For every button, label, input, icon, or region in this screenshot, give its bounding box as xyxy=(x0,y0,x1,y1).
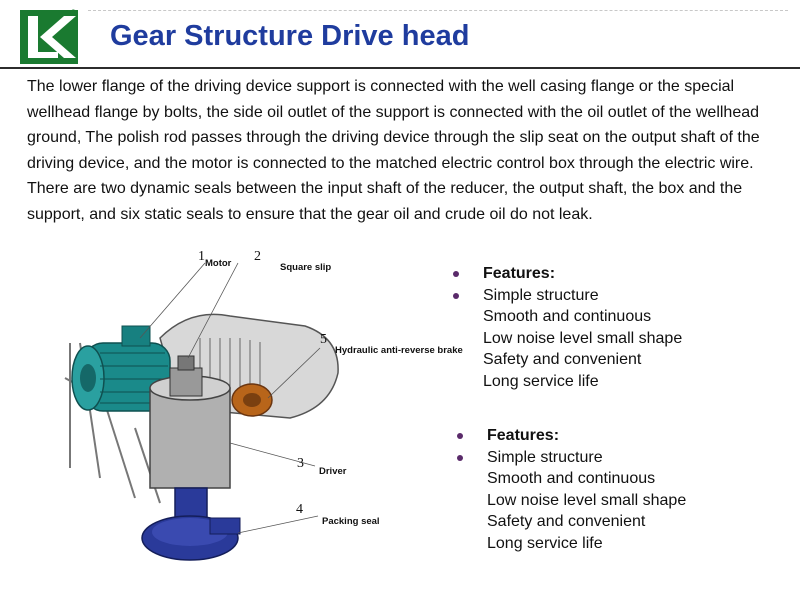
header-divider xyxy=(0,67,800,69)
feature-item: Long service life xyxy=(487,534,603,552)
callout-driver: Driver xyxy=(319,466,347,477)
feature-item: Simple structure xyxy=(457,447,686,469)
callout-number-5: 5 xyxy=(320,332,327,347)
feature-item: Simple structure xyxy=(453,285,682,307)
bullet-icon xyxy=(453,293,459,299)
feature-item: Low noise level small shape xyxy=(483,329,683,347)
features-heading: Features: xyxy=(457,425,686,447)
bullet-icon xyxy=(457,433,463,439)
callout-number-3: 3 xyxy=(297,456,304,471)
bullet-icon xyxy=(457,455,463,461)
callout-motor: Motor xyxy=(205,258,232,269)
drive-head-diagram xyxy=(40,248,460,598)
callout-number-1: 1 xyxy=(198,249,205,264)
packing-seal-base xyxy=(142,488,240,560)
features-list-2 xyxy=(457,425,686,554)
callout-hydraulic-brake: Hydraulic anti-reverse brake xyxy=(335,345,463,356)
page-title: Gear Structure Drive head xyxy=(110,20,470,52)
company-logo xyxy=(20,10,78,64)
feature-item: Smooth and continuous xyxy=(487,470,656,487)
feature-item: Long service life xyxy=(483,372,599,390)
feature-item: Safety and convenient xyxy=(487,513,646,530)
feature-item: Smooth and continuous xyxy=(483,308,652,325)
callout-number-2: 2 xyxy=(254,249,261,264)
callout-packing-seal: Packing seal xyxy=(322,516,380,527)
registered-mark: ® xyxy=(70,8,77,18)
features-list-1 xyxy=(453,263,682,392)
feature-item: Low noise level small shape xyxy=(487,491,687,509)
callout-square-slip: Square slip xyxy=(280,262,332,273)
bullet-icon xyxy=(453,271,459,277)
features-heading: Features: xyxy=(453,263,682,285)
feature-item: Safety and convenient xyxy=(483,351,642,368)
callout-number-4: 4 xyxy=(296,502,303,517)
description-paragraph: The lower flange of the driving device support is connected with the well casing flange or the special wellhead flange by bolts, the side oil outlet of the support is connected with the oil outlet of the wellhead ground, The polish rod passes through the driving device through the slip seat on the output shaft of the driving device, and the motor is connected to the matched electric control box through the electric wire. There are two dynamic seals between the input shaft of the reducer, the output shaft, the box and the support, and six static seals to ensure that the gear oil and crude oil do not leak. xyxy=(27,78,760,223)
header-dashed-line xyxy=(88,10,788,11)
